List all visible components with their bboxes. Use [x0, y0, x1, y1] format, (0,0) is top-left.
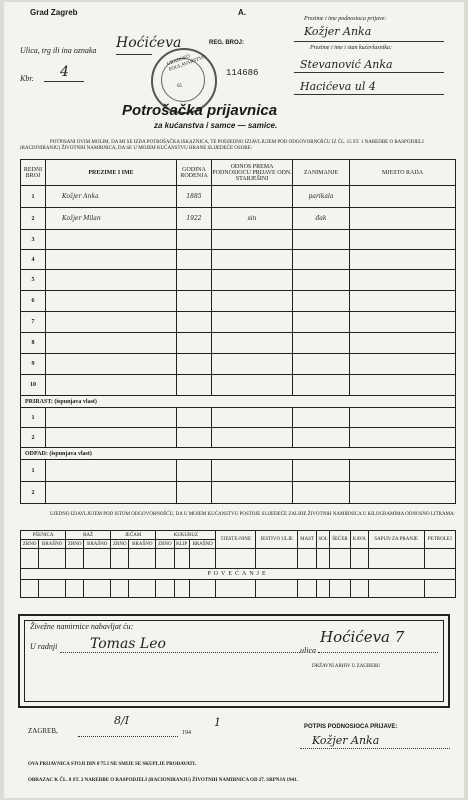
- section-departures: ODPAD: (ispunjava vlast): [21, 448, 456, 460]
- archive-stamp: DRŽAVNI ARHIV U ZAGREBU: [312, 664, 381, 669]
- shop-in-label: U radnji: [30, 642, 58, 651]
- head-household-address: Hacićeva ul 4: [300, 80, 376, 93]
- table-row: 1: [21, 408, 456, 428]
- section-arrivals: PRIRAST: (ispunjava vlast): [21, 396, 456, 408]
- table-row: 3: [21, 230, 456, 250]
- reg-number-label: REG. BROJ:: [209, 40, 245, 46]
- form-subtitle: za kućanstva i samce — samice.: [154, 121, 278, 130]
- table-row: 8: [21, 333, 456, 354]
- table-row: 10: [21, 375, 456, 396]
- col-header-occupation: ZANIMANJE: [293, 160, 350, 186]
- house-number-line: [44, 81, 84, 82]
- house-number-label: Kbr.: [20, 74, 34, 83]
- place-label: ZAGREB,: [28, 727, 58, 735]
- household-members-table: [20, 159, 456, 504]
- table-row: 1 Kožjer Anka 1885 parikala: [21, 186, 456, 208]
- shop-street: Hoćićeva 7: [320, 628, 405, 646]
- col-header-relation: ODNOS PREMA PODNOSIOCU PRIJAVE ODN. STARJEŠINI: [212, 160, 293, 186]
- stamp-number: 65: [177, 84, 182, 89]
- shop-label: Živežne namirnice nabavljat ću:: [30, 622, 134, 631]
- footer-signature-label: POTPIS PODNOSIOCA PRIJAVE:: [304, 724, 398, 730]
- stocks-declaration: UJEDNO IZJAVLJUJEM POD ISTOM ODGOVORNOŠĆU, DA U MOJEM KUĆANSTVU POSTOJE SLIJEDEĆE ZALIHE ŽIVOTNIH NAMIRNICA U KILOGRAMIMA ODNOSNO LITRAMA:: [50, 512, 456, 517]
- footer-signature: Kožjer Anka: [312, 734, 380, 747]
- table-row: 6: [21, 291, 456, 312]
- col-header-name: PREZIME I IME: [46, 160, 177, 186]
- table-row: 1: [21, 460, 456, 482]
- stamp-text: GRADSKO POGLAVARSTVO: [166, 54, 207, 73]
- table-row: 7: [21, 312, 456, 333]
- house-number-value: 4: [60, 64, 69, 80]
- col-header-number: REDNI BROJ: [21, 160, 46, 186]
- applicant-signature-line: [294, 41, 444, 42]
- head-household-line2: [294, 94, 444, 95]
- table-row: 4: [21, 250, 456, 270]
- street-line: [116, 54, 152, 55]
- footnote-1: OVA PRIJAVNICA STOJI DIN 0'75 I NE SMIJE SE SKUPLJE PRODAVATI.: [28, 762, 196, 767]
- applicant-signature: Kožjer Anka: [304, 25, 372, 38]
- table-row: 2: [21, 428, 456, 448]
- head-household-line1: [294, 72, 444, 73]
- declaration-text: POTPISANI OVIM MOLIM, DA MI SE IZDA POTROŠAČKA ISKAZNICA, TE PODJEDNO IZJAVLJUJEM POD ODGOVORNOŠĆU IZ ČL. 15 ST. 1 NAREDBE O RASPODJELI (RACIONIRANJU) ŽIVOTNIH NAMIRNICA, DA SE U MOJEM KUĆANSTVU HRANE SLIJEDEĆE OSOBE:: [20, 140, 424, 151]
- table-row: 2 Kožjer Milan 1922 sin đak: [21, 208, 456, 230]
- form-title: Potrošačka prijavnica: [122, 102, 278, 119]
- shop-owner: Tomas Leo: [90, 636, 166, 652]
- year-label: 194: [182, 730, 191, 736]
- city-label: Grad Zagreb: [30, 8, 78, 17]
- table-row: 9: [21, 354, 456, 375]
- shop-box: [18, 614, 450, 708]
- street-word: ulica: [300, 646, 316, 655]
- table-row: 2: [21, 482, 456, 504]
- increase-label: POVEĆANJE: [21, 569, 456, 580]
- table-row: 5: [21, 270, 456, 291]
- serial-number: 114686: [226, 68, 259, 78]
- food-stocks-table: PŠENICA RAŽ JEČAM KUKURUZ TJESTE-NINE JESTIVO ULJE MAST SOL ŠEĆER KAVA SAPUN ZA PRANJE PETROLEJ ZRNO BRAŠNO ZRNO BRAŠNO ZRNO BRAŠNO ZRNO KLIP BRAŠNO POVEĆANJE: [20, 530, 456, 598]
- ration-application-form: [4, 2, 464, 798]
- footnote-2: OBRAZAC K ČL. 8 ST. 2 NAREDBE O RASPODJELI (RACIONIRANJU) ŽIVOTNIH NAMIRNICA OD 27. SRPNJA 1941.: [28, 778, 298, 783]
- head-household-label: Prezime i ime i stan kućevlasnika:: [310, 45, 392, 51]
- head-household-name: Stevanović Anka: [300, 58, 393, 71]
- year-value: 1: [214, 716, 221, 729]
- street-label: Ulica, trg ili ina oznaka: [20, 46, 97, 55]
- col-header-workplace: MJESTO RADA: [350, 160, 456, 186]
- date-day: 8/I: [114, 714, 130, 727]
- applicant-signature-label: Prezime i ime podnosioca prijave:: [304, 16, 387, 22]
- col-header-year: GODINA RODENJA: [177, 160, 212, 186]
- street-value: Hoćićeva: [116, 35, 182, 51]
- form-letter: A.: [238, 8, 246, 17]
